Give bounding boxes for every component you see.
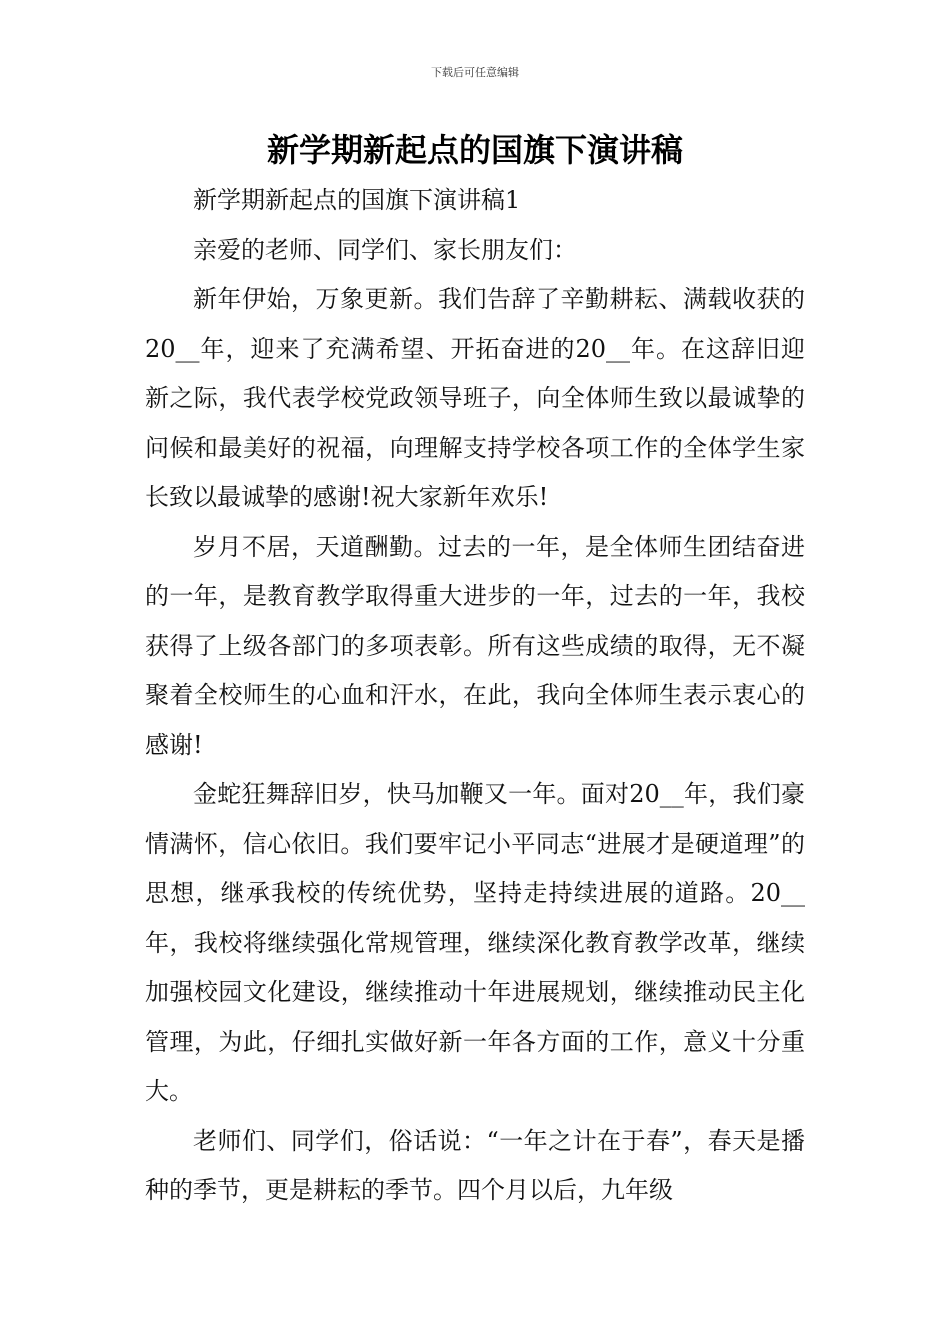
header-note: 下载后可任意编辑 xyxy=(431,66,519,79)
document-body xyxy=(145,176,805,1216)
section-heading: 新学期新起点的国旗下演讲稿1 xyxy=(193,186,521,214)
paragraph-2: 岁月不居，天道酬勤。过去的一年，是全体师生团结奋进的一年，是教育教学取得重大进步的一年，过去的一年，我校获得了上级各部门的多项表彰。所有这些成绩的取得，无不凝聚着全校师生的心血和汗水，在此，我向全体师生表示衷心的感谢! xyxy=(145,532,805,759)
document-title: 新学期新起点的国旗下演讲稿 xyxy=(266,131,683,169)
paragraph-3: 金蛇狂舞辞旧岁，快马加鞭又一年。面对20__年，我们豪情满怀，信心依旧。我们要牢记小平同志“进展才是硬道理”的思想，继承我校的传统优势，坚持走持续进展的道路。20__年，我校将继续强化常规管理，继续深化教育教学改革，继续加强校园文化建设，继续推动十年进展规划，继续推动民主化管理，为此，仔细扎实做好新一年各方面的工作，意义十分重大。 xyxy=(145,780,805,1105)
greeting-line: 亲爱的老师、同学们、家长朋友们： xyxy=(193,235,577,264)
paragraph-1: 新年伊始，万象更新。我们告辞了辛勤耕耘、满载收获的20__年，迎来了充满希望、开拓奋进的20__年。在这辞旧迎新之际，我代表学校党政领导班子，向全体师生致以最诚挚的问候和最美好的祝福，向理解支持学校各项工作的全体学生家长致以最诚挚的感谢!祝大家新年欢乐! xyxy=(145,285,805,511)
paragraph-4: 老师们、同学们，俗话说：“一年之计在于春”，春天是播种的季节，更是耕耘的季节。四个月以后，九年级 xyxy=(145,1126,805,1204)
